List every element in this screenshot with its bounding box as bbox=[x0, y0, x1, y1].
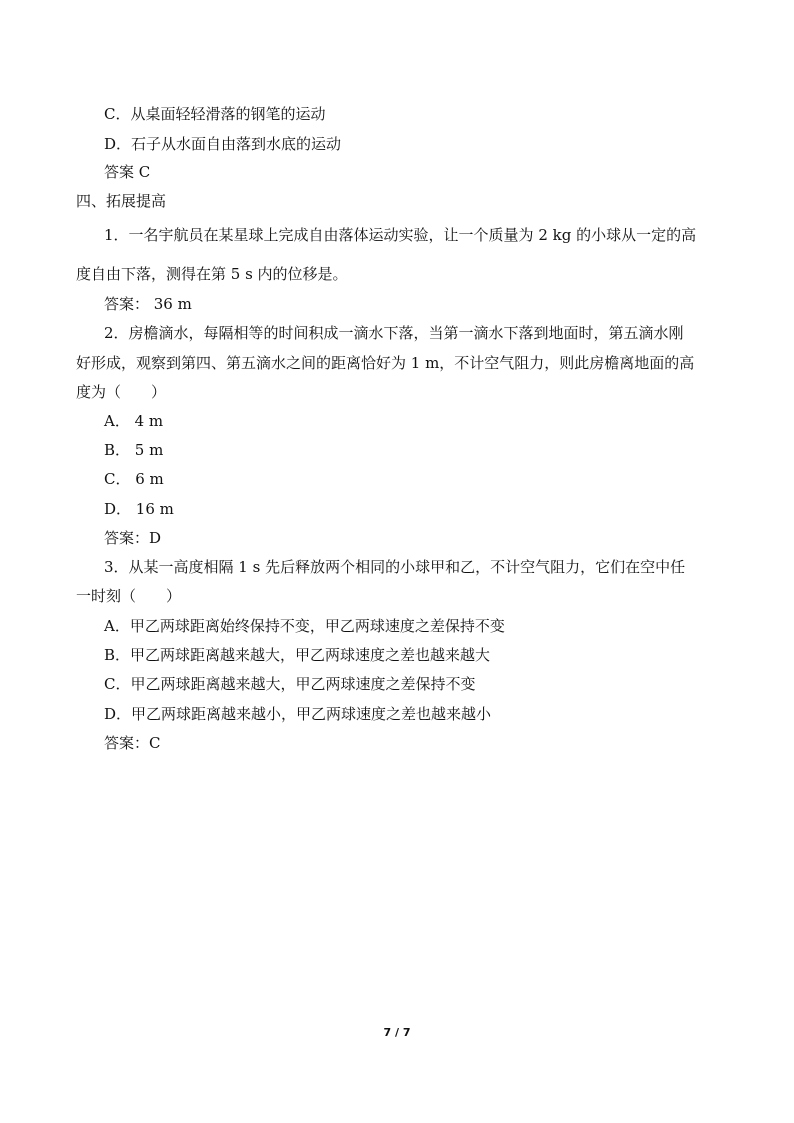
question-2-line-1: 2．房檐滴水，每隔相等的时间积成一滴水下落，当第一滴水下落到地面时，第五滴水刚 bbox=[104, 324, 684, 342]
question-3-option-d: D．甲乙两球距离越来越小，甲乙两球速度之差也越来越小 bbox=[104, 705, 492, 723]
question-3-option-b: B．甲乙两球距离越来越大，甲乙两球速度之差也越来越大 bbox=[104, 646, 491, 664]
option-c: C．从桌面轻轻滑落的钢笔的运动 bbox=[104, 105, 326, 123]
question-2-line-3: 度为（ ） bbox=[76, 383, 167, 401]
section-heading: 四、拓展提高 bbox=[76, 192, 167, 210]
question-2-answer: 答案：D bbox=[104, 529, 162, 547]
question-1-line-1: 1．一名宇航员在某星球上完成自由落体运动实验，让一个质量为 2 kg 的小球从一定的高 bbox=[104, 226, 697, 244]
question-3-line-1: 3．从某一高度相隔 1 s 先后释放两个相同的小球甲和乙，不计空气阻力，它们在空中任 bbox=[104, 558, 686, 576]
question-3-answer: 答案：C bbox=[104, 734, 161, 752]
question-1-answer: 答案： 36 m bbox=[104, 295, 192, 313]
page-number: 7 / 7 bbox=[383, 1026, 411, 1039]
question-3-option-a: A．甲乙两球距离始终保持不变，甲乙两球速度之差保持不变 bbox=[104, 617, 505, 635]
option-d: D．石子从水面自由落到水底的运动 bbox=[104, 135, 342, 153]
answer-text: 答案 C bbox=[104, 163, 151, 181]
question-3-option-c: C．甲乙两球距离越来越大，甲乙两球速度之差保持不变 bbox=[104, 675, 476, 693]
question-3-line-2: 一时刻（ ） bbox=[76, 587, 182, 605]
question-2-option-d: D． 16 m bbox=[104, 500, 174, 518]
question-2-line-2: 好形成，观察到第四、第五滴水之间的距离恰好为 1 m，不计空气阻力，则此房檐离地面的高 bbox=[76, 354, 695, 372]
question-1-line-2: 度自由下落，测得在第 5 s 内的位移是。 bbox=[76, 265, 348, 283]
question-2-option-c: C． 6 m bbox=[104, 470, 164, 488]
question-2-option-b: B． 5 m bbox=[104, 441, 164, 459]
question-2-option-a: A． 4 m bbox=[104, 412, 164, 430]
